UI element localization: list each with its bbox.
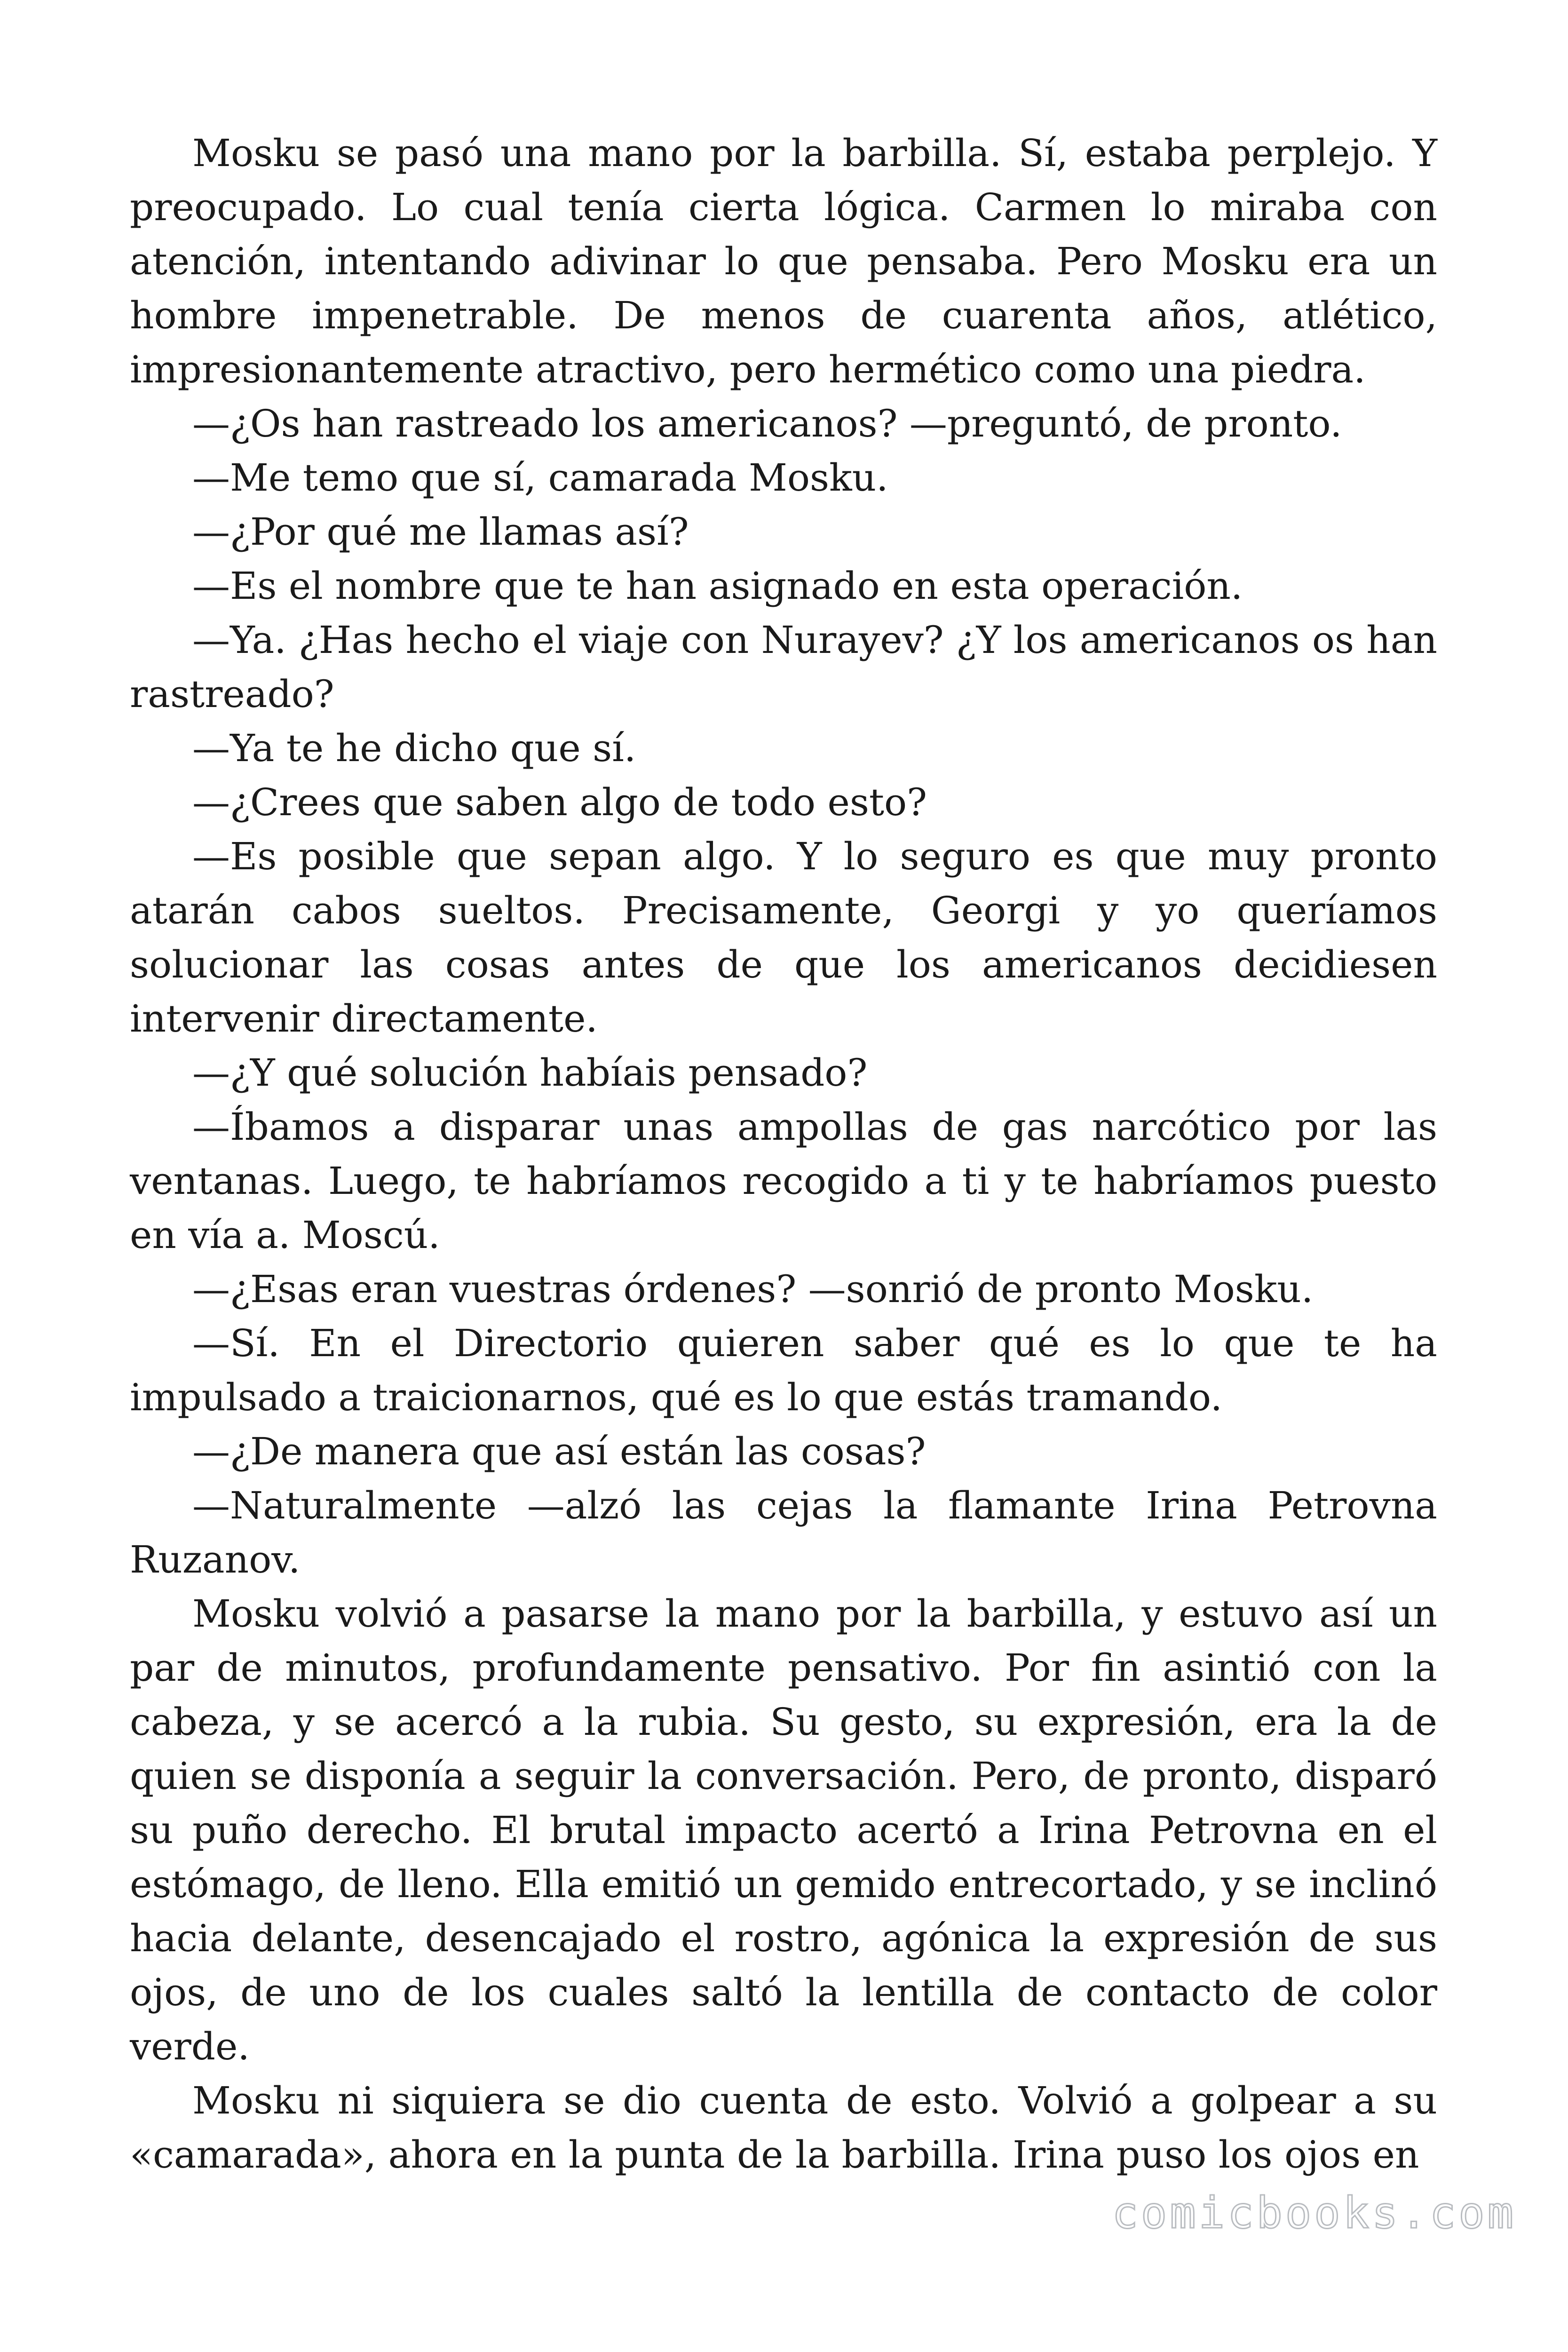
paragraph: —¿Crees que saben algo de todo esto? xyxy=(192,780,927,824)
body-text xyxy=(130,126,1437,2182)
paragraph: —¿Os han rastreado los americanos? —preguntó, de pronto. xyxy=(192,402,1342,445)
paragraph: Mosku volvió a pasarse la mano por la barbilla, y estuvo así un par de minutos, profundamente pensativo. Por fin asintió con la cabeza, y se acercó a la rubia. Su gesto, su expresión, era la de quien se disponía a seguir la conversación. Pero, de pronto, disparó su puño derecho. El brutal impacto acertó a Irina Petrovna en el estómago, de lleno. Ella emitió un gemido entrecortado, y se inclinó hacia delante, desencajado el rostro, agónica la expresión de sus ojos, de uno de los cuales saltó la lentilla de contacto de color verde. xyxy=(130,1592,1437,2068)
paragraph: —Ya. ¿Has hecho el viaje con Nurayev? ¿Y los americanos os han rastreado? xyxy=(130,618,1437,716)
paragraph: —Íbamos a disparar unas ampollas de gas narcótico por las ventanas. Luego, te habríamos recogido a ti y te habríamos puesto en vía a. Moscú. xyxy=(130,1105,1437,1257)
paragraph: Mosku ni siquiera se dio cuenta de esto. Volvió a golpear a su «camarada», ahora en la punta de la barbilla. Irina puso los ojos en xyxy=(130,2079,1437,2177)
paragraph: —¿Esas eran vuestras órdenes? —sonrió de pronto Mosku. xyxy=(192,1267,1314,1311)
paragraph: —Me temo que sí, camarada Mosku. xyxy=(192,456,888,500)
paragraph: —Ya te he dicho que sí. xyxy=(192,726,636,770)
paragraph: —¿De manera que así están las cosas? xyxy=(192,1430,926,1473)
paragraph: —Sí. En el Directorio quieren saber qué es lo que te ha impulsado a traicionarnos, qué es lo que estás tramando. xyxy=(130,1321,1437,1419)
paragraph: —Es el nombre que te han asignado en esta operación. xyxy=(192,564,1243,608)
paragraph: —¿Por qué me llamas así? xyxy=(192,510,689,554)
paragraph: Mosku se pasó una mano por la barbilla. Sí, estaba perplejo. Y preocupado. Lo cual tenía cierta lógica. Carmen lo miraba con atención, intentando adivinar lo que pensaba. Pero Mosku era un hombre impenetrable. De menos de cuarenta años, atlético, impresionantemente atractivo, pero hermético como una piedra. xyxy=(130,131,1437,391)
paragraph: —Naturalmente —alzó las cejas la flamante Irina Petrovna Ruzanov. xyxy=(130,1484,1437,1581)
paragraph: —¿Y qué solución habíais pensado? xyxy=(192,1051,868,1095)
watermark: comicbooks.com xyxy=(1112,2188,1516,2238)
paragraph: —Es posible que sepan algo. Y lo seguro es que muy pronto atarán cabos sueltos. Precisamente, Georgi y yo queríamos solucionar las cosas antes de que los americanos decidiesen intervenir directamente. xyxy=(130,834,1437,1041)
